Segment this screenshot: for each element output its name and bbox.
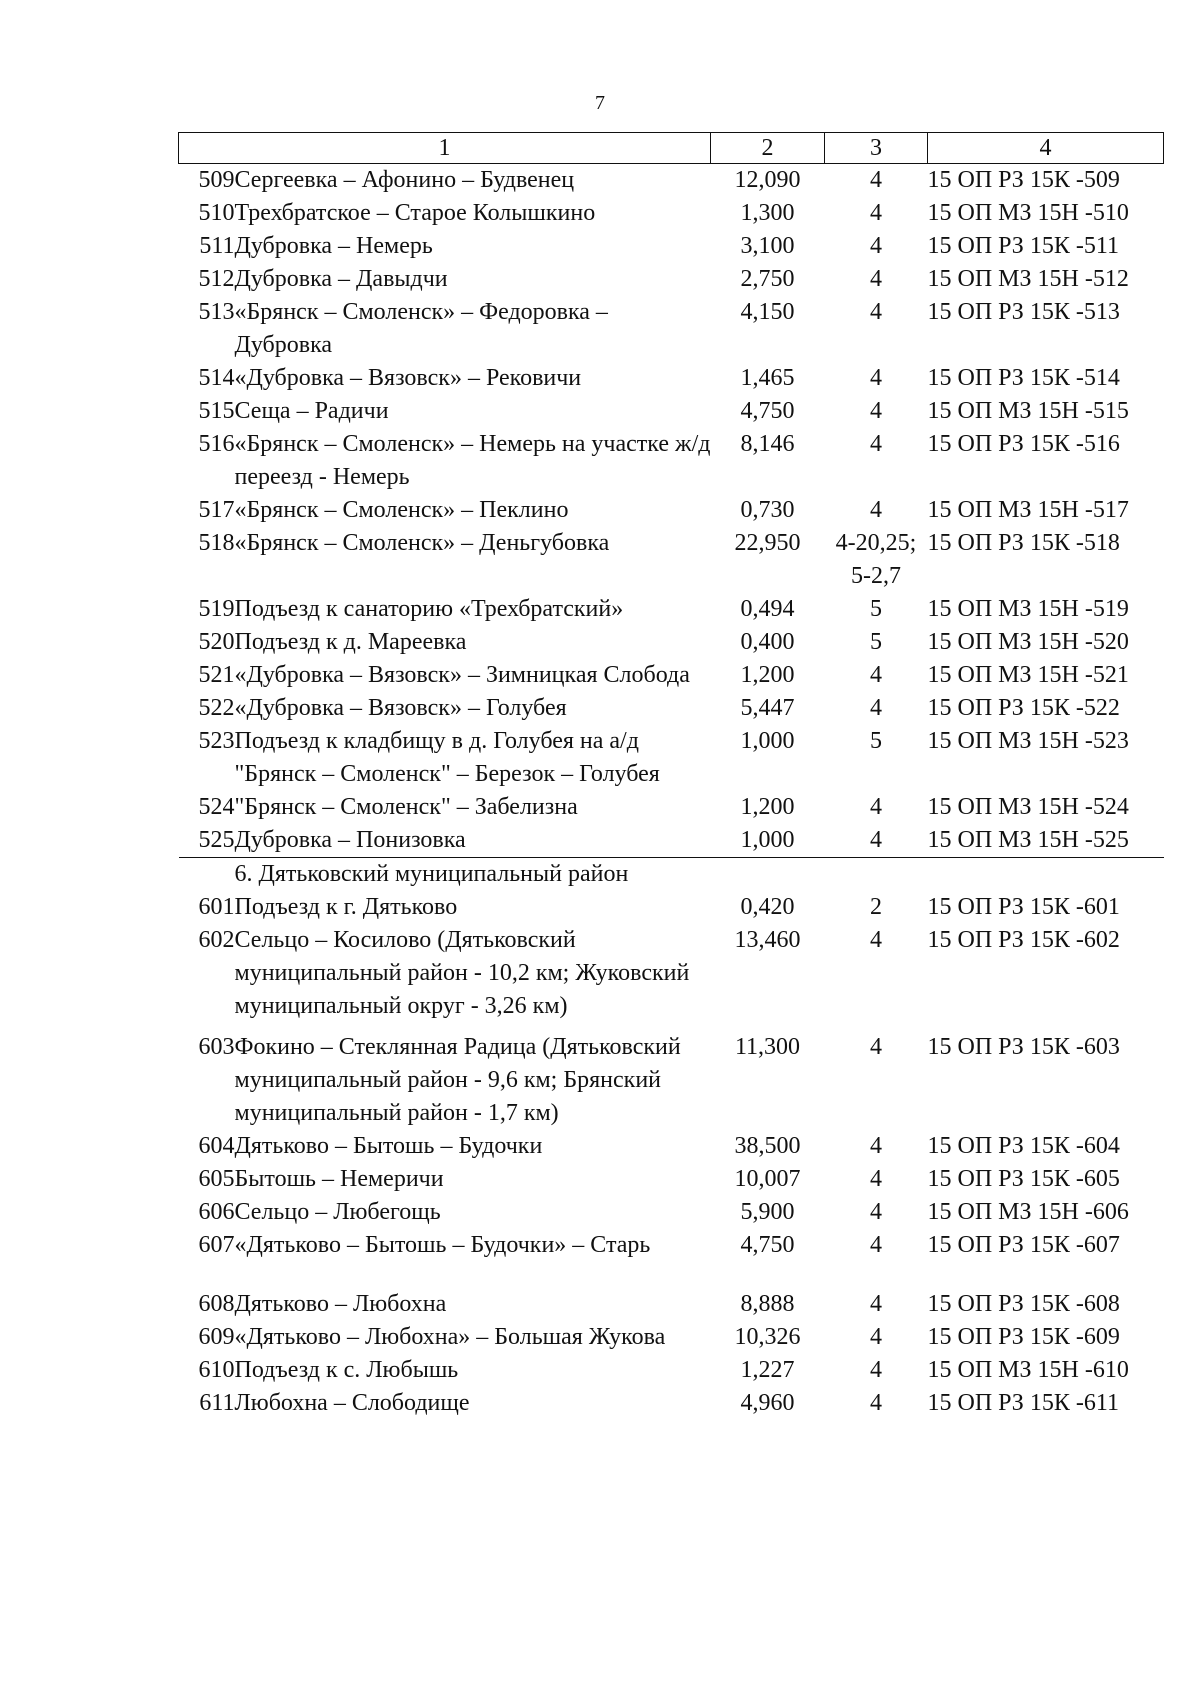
road-category: 4 [870,1291,882,1317]
row-number: 610 [198,1357,235,1383]
road-name: Подъезд к санаторию «Трехбратский» [234,596,624,622]
road-category: 4 [870,365,882,391]
road-category: 4 [870,1034,882,1060]
table-row [179,659,1164,692]
road-id: 15 ОП РЗ 15К -516 [927,431,1120,457]
road-name: Фокино – Стеклянная Радица (Дятьковский муниципальный район - 9,6 км; Брянский муниципальный район - 1,7 км) [234,1034,681,1126]
road-category: 4 [870,1357,882,1383]
road-id: 15 ОП РЗ 15К -513 [927,299,1120,325]
road-name: «Дубровка – Вязовск» – Зимницкая Слобода [234,662,690,688]
road-length: 5,447 [740,695,795,721]
road-length: 1,000 [711,824,825,858]
road-id: 15 ОП РЗ 15К -518 [927,530,1120,556]
road-name: "Брянск – Смоленск" – Забелизна [234,794,578,820]
road-id: 15 ОП МЗ 15Н -517 [927,497,1129,523]
road-id: 15 ОП МЗ 15Н -523 [927,728,1129,754]
row-number: 524 [198,794,235,820]
road-id: 15 ОП МЗ 15Н -524 [927,794,1129,820]
road-id: 15 ОП РЗ 15К -514 [927,365,1120,391]
table-row [179,824,1164,858]
road-name: Подъезд к д. Мареевка [234,629,467,655]
table-row [179,527,1164,593]
row-number: 521 [198,662,235,688]
road-category: 4 [870,431,882,457]
road-category: 4 [870,1390,882,1416]
road-length: 1,200 [740,794,795,820]
table-row [179,1196,1164,1229]
road-name: Дубровка – Давыдчи [234,266,448,292]
road-name: «Дятьково – Бытошь – Будочки» – Старь [234,1232,651,1258]
table-row [179,494,1164,527]
road-id: 15 ОП РЗ 15К -601 [927,894,1120,920]
header-col-3: 3 [825,133,928,164]
road-name: Дубровка – Понизовка [235,824,711,858]
row-number: 603 [198,1034,235,1060]
table-row [179,362,1164,395]
section-row [179,858,1164,892]
road-id: 15 ОП МЗ 15Н -520 [927,629,1129,655]
row-number: 609 [198,1324,235,1350]
road-id: 15 ОП РЗ 15К -603 [927,1034,1120,1060]
road-length: 0,730 [740,497,795,523]
row-number: 523 [198,728,235,754]
row-number: 602 [198,927,235,953]
header-col-2: 2 [711,133,825,164]
road-length: 10,326 [734,1324,801,1350]
table-row [179,924,1164,1031]
row-number: 607 [198,1232,235,1258]
road-category: 4 [825,824,928,858]
road-length: 8,888 [740,1291,795,1317]
row-number: 518 [198,530,235,556]
page-number: 7 [595,92,605,114]
road-category: 2 [870,894,882,920]
road-name: Подъезд к с. Любышь [234,1357,459,1383]
table-row [179,626,1164,659]
road-length: 13,460 [734,927,801,953]
row-number: 513 [198,299,235,325]
road-category: 4 [870,200,882,226]
road-id: 15 ОП МЗ 15Н -515 [927,398,1129,424]
road-name: «Брянск – Смоленск» – Федоровка – Дубровка [234,299,608,358]
row-number: 515 [198,398,235,424]
table-row [179,1229,1164,1288]
road-category: 5 [870,728,882,754]
road-length: 5,900 [740,1199,795,1225]
header-col-1: 1 [179,133,711,164]
road-length: 10,007 [734,1166,801,1192]
road-length: 1,200 [740,662,795,688]
table-row [179,725,1164,791]
road-name: Дубровка – Немерь [234,233,433,259]
road-name: Сельцо – Косилово (Дятьковский муниципальный район - 10,2 км; Жуковский муниципальный округ - 3,26 км) [234,927,690,1019]
table-row [179,296,1164,362]
row-number: 520 [198,629,235,655]
table-row [179,1031,1164,1130]
road-category: 4 [870,167,882,193]
row-number: 601 [198,894,235,920]
road-category: 4 [870,1232,882,1258]
road-length: 38,500 [734,1133,801,1159]
table-header-row [179,133,1164,164]
road-id: 15 ОП МЗ 15Н -610 [927,1357,1129,1383]
table-row [179,164,1164,198]
road-length: 22,950 [734,530,801,556]
table-row [179,791,1164,824]
road-id: 15 ОП МЗ 15Н -519 [927,596,1129,622]
road-category: 4 [870,662,882,688]
road-id: 15 ОП МЗ 15Н -510 [927,200,1129,226]
header-col-4: 4 [928,133,1164,164]
row-number: 522 [198,695,235,721]
road-id: 15 ОП РЗ 15К -522 [927,695,1120,721]
row-number: 608 [198,1291,235,1317]
row-number: 604 [198,1133,235,1159]
road-id: 15 ОП РЗ 15К -609 [927,1324,1120,1350]
road-name: «Дубровка – Вязовск» – Рековичи [234,365,582,391]
road-id: 15 ОП РЗ 15К -511 [927,233,1119,259]
road-id: 15 ОП РЗ 15К -611 [927,1390,1119,1416]
road-name: Трехбратское – Старое Колышкино [234,200,596,226]
road-name: Подъезд к г. Дятьково [234,894,458,920]
road-length: 8,146 [740,431,795,457]
road-id: 15 ОП РЗ 15К -608 [927,1291,1120,1317]
road-category: 4 [870,695,882,721]
road-category: 4 [870,794,882,820]
road-name: «Дубровка – Вязовск» – Голубея [234,695,567,721]
table-row [179,1387,1164,1420]
road-category: 4 [870,497,882,523]
row-number: 510 [198,200,235,226]
road-name: Сергеевка – Афонино – Будвенец [234,167,575,193]
road-name: Сеща – Радичи [234,398,389,424]
road-id: 15 ОП РЗ 15К -605 [927,1166,1120,1192]
row-number: 514 [198,365,235,391]
road-category: 4 [870,1166,882,1192]
row-number: 519 [198,596,235,622]
table-row [179,197,1164,230]
road-name: «Брянск – Смоленск» – Деньгубовка [234,530,610,556]
road-category: 5 [870,596,882,622]
row-number: 525 [179,824,235,858]
table-row [179,1130,1164,1163]
row-number: 512 [198,266,235,292]
road-name: «Брянск – Смоленск» – Немерь на участке ж/д переезд - Немерь [234,431,711,490]
table-row [179,395,1164,428]
table-row [179,1354,1164,1387]
road-length: 0,420 [740,894,795,920]
road-category: 4 [870,927,882,953]
table-row [179,692,1164,725]
section-title: 6. Дятьковский муниципальный район [234,861,629,887]
table-row [179,428,1164,494]
road-id: 15 ОП РЗ 15К -607 [927,1232,1120,1258]
road-length: 4,750 [740,398,795,424]
road-length: 1,465 [740,365,795,391]
road-name: Дятьково – Бытошь – Будочки [234,1133,543,1159]
road-length: 2,750 [740,266,795,292]
table-row [179,1321,1164,1354]
row-number: 606 [198,1199,235,1225]
road-name: Сельцо – Любегощь [234,1199,441,1225]
road-category: 5 [870,629,882,655]
road-category: 4 [870,233,882,259]
row-number: 511 [199,233,235,259]
road-length: 1,000 [740,728,795,754]
row-number: 611 [199,1390,235,1416]
road-length: 0,400 [740,629,795,655]
road-name: Любохна – Слободище [234,1390,470,1416]
road-id: 15 ОП РЗ 15К -509 [927,167,1120,193]
row-number: 605 [198,1166,235,1192]
road-length: 11,300 [734,1034,801,1060]
road-length: 12,090 [734,167,801,193]
table-body [179,164,1164,1421]
road-category: 4 [870,1199,882,1225]
road-name: «Брянск – Смоленск» – Пеклино [234,497,569,523]
road-id: 15 ОП МЗ 15Н -521 [927,662,1129,688]
road-id: 15 ОП МЗ 15Н -512 [927,266,1129,292]
table-row [179,593,1164,626]
road-id: 15 ОП РЗ 15К -602 [927,927,1120,953]
table-row [179,1288,1164,1321]
road-category: 4 [870,1133,882,1159]
roads-table [178,132,1164,1420]
road-id: 15 ОП МЗ 15Н -606 [927,1199,1129,1225]
table-row [179,891,1164,924]
road-id: 15 ОП МЗ 15Н -525 [928,824,1164,858]
road-category: 4 [870,266,882,292]
road-length: 4,750 [740,1232,795,1258]
row-number: 517 [198,497,235,523]
table-row [179,263,1164,296]
road-length: 4,960 [740,1390,795,1416]
road-name: Бытошь – Немеричи [234,1166,444,1192]
section-spacer [179,858,235,892]
table-row [179,230,1164,263]
road-category: 4-20,25; 5-2,7 [835,530,917,589]
road-category: 4 [870,1324,882,1350]
road-length: 1,227 [740,1357,795,1383]
road-length: 3,100 [740,233,795,259]
road-length: 0,494 [740,596,795,622]
row-number: 509 [198,167,235,193]
road-id: 15 ОП РЗ 15К -604 [927,1133,1120,1159]
road-category: 4 [870,299,882,325]
row-number: 516 [198,431,235,457]
road-length: 4,150 [740,299,795,325]
road-length: 1,300 [740,200,795,226]
road-category: 4 [870,398,882,424]
table-row [179,1163,1164,1196]
road-name: «Дятьково – Любохна» – Большая Жукова [234,1324,666,1350]
road-name: Подъезд к кладбищу в д. Голубея на а/д "Брянск – Смоленск" – Березок – Голубея [234,728,660,787]
road-name: Дятьково – Любохна [234,1291,447,1317]
